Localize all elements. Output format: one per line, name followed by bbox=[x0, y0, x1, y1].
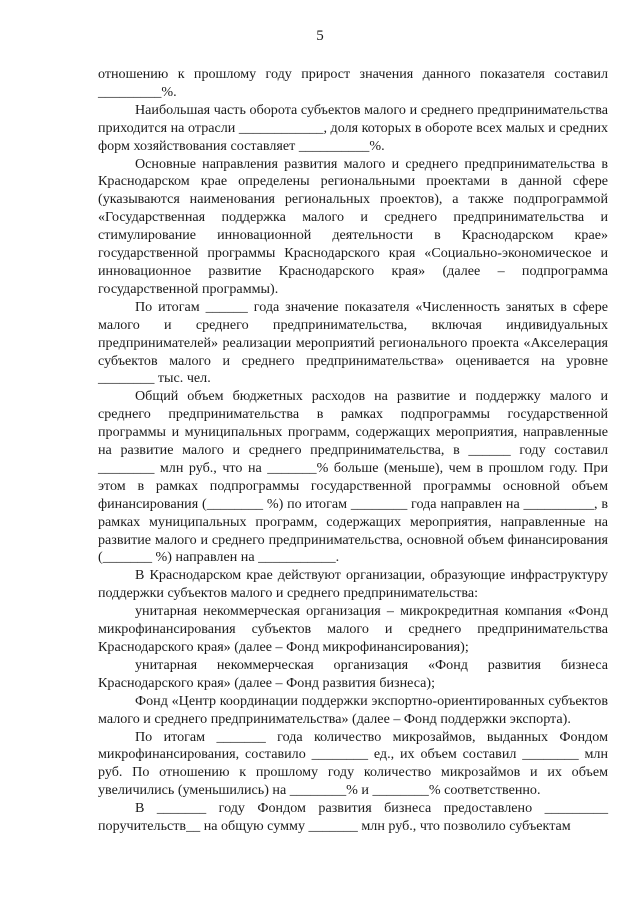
document-body bbox=[98, 66, 608, 836]
paragraph-infrastructure-intro: В Краснодарском крае действуют организации, образующие инфраструктуру поддержки субъектов малого и среднего предпринимательства: bbox=[98, 567, 608, 602]
paragraph-export-support-fund: Фонд «Центр координации поддержки экспортно-ориентированных субъектов малого и среднего предпринимательства» (далее – Фонд поддержки экспорта). bbox=[98, 692, 608, 727]
paragraph-employment-indicator: По итогам ______ года значение показателя «Численность занятых в сфере малого и среднего предпринимательства, включая индивидуальных предпринимателей» реализации мероприятий регионального проекта «Акселерация субъектов малого и среднего предпринимательства» оценивается на уровне ________ тыс. чел. bbox=[98, 298, 608, 387]
paragraph-microfinance-fund: унитарная некоммерческая организация – микрокредитная компания «Фонд микрофинансирования субъектов малого и среднего предпринимательства Краснодарского края» (далее – Фонд микрофинансирования); bbox=[98, 603, 608, 655]
paragraph-budget-expenses: Общий объем бюджетных расходов на развитие и поддержку малого и среднего предпринимательства в рамках подпрограммы государственной программы и муниципальных программ, содержащих мероприятия, направленные на развитие малого и среднего предпринимательства, в ______ году составил ________ млн руб., что на _______% больше (меньше), чем в прошлом году. При этом в рамках подпрограммы государственной программы основной объем финансирования (________ %) по итогам ________ года направлен на __________, в рамках муниципальных программ, содержащих мероприятия, направленные на развитие малого и среднего предпринимательства, основной объем финансирования (_______ %) направлен на ___________. bbox=[98, 388, 608, 566]
page-number: 5 bbox=[316, 28, 324, 44]
paragraph-business-development-fund: унитарная некоммерческая организация «Фонд развития бизнеса Краснодарского края» (далее – Фонд развития бизнеса); bbox=[98, 656, 608, 691]
paragraph-main-directions: Основные направления развития малого и среднего предпринимательства в Краснодарском крае определены региональными проектами в данной сфере (указываются наименования региональных проектов), а также подпрограммой «Государственная поддержка малого и среднего предпринимательства и стимулирование инновационной деятельности в Краснодарском крае» государственной программы Краснодарского края «Социально-экономическое и инновационное развитие Краснодарского края» (далее – подпрограмма государственной программы). bbox=[98, 155, 608, 297]
paragraph-growth-continuation: отношению к прошлому году прирост значения данного показателя составил _________%. bbox=[98, 66, 608, 100]
paragraph-microloans-results: По итогам _______ года количество микрозаймов, выданных Фондом микрофинансирования, составило ________ ед., их объем составил ________ млн руб. По отношению к прошлому году количество микрозаймов и их объем увеличились (уменьшились) на ________% и ________% соответственно. bbox=[98, 728, 608, 799]
paragraph-turnover-share: Наибольшая часть оборота субъектов малого и среднего предпринимательства приходится на отрасли ____________, доля которых в обороте всех малых и средних форм хозяйствования составляет __________%. bbox=[98, 101, 608, 154]
paragraph-guarantees: В _______ году Фондом развития бизнеса предоставлено _________ поручительств__ на общую сумму _______ млн руб., что позволило субъектам bbox=[98, 800, 608, 835]
